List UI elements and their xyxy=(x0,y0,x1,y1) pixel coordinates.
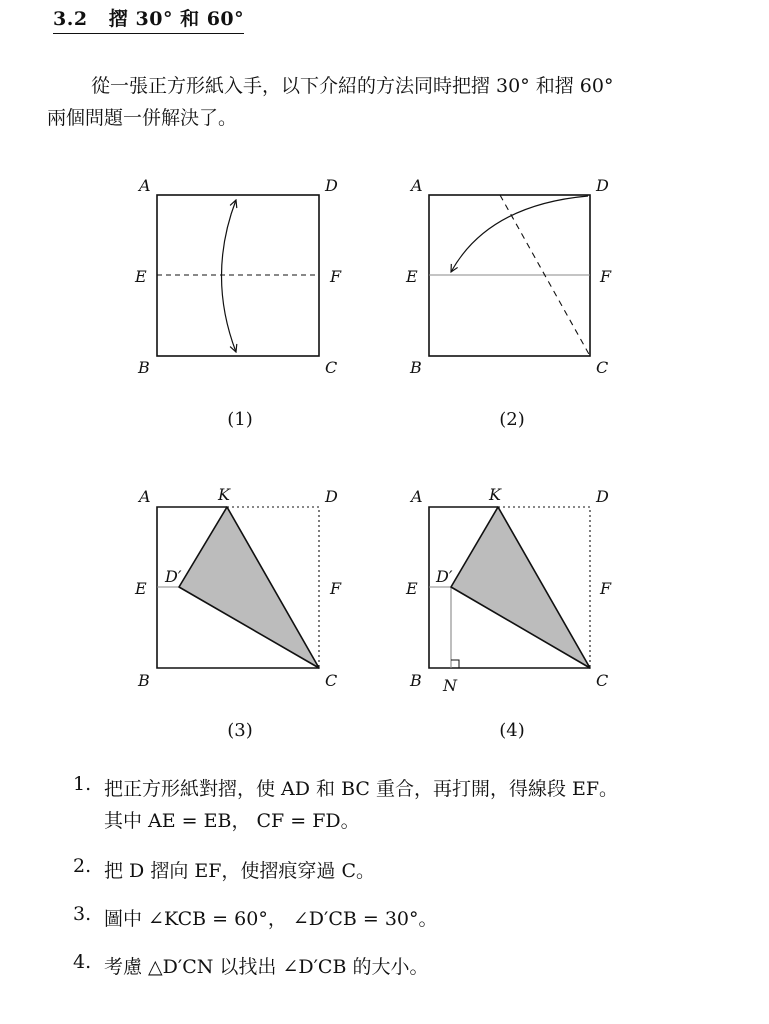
label-d: D xyxy=(596,487,609,506)
label-e: E xyxy=(135,267,147,286)
figure-2 xyxy=(405,176,612,430)
step-text: 考慮 △D′CN 以找出 ∠D′CB 的大小。 xyxy=(104,956,429,978)
label-n: N xyxy=(443,676,457,695)
label-d: D xyxy=(325,176,338,195)
figure-caption: (1) xyxy=(227,409,253,430)
label-f: F xyxy=(330,267,342,286)
label-k: K xyxy=(218,485,230,504)
section-title: 摺 30° 和 60° xyxy=(108,8,245,30)
figure-caption: (2) xyxy=(499,409,525,430)
section-number: 3.2 xyxy=(53,8,88,30)
fold-arrow xyxy=(451,196,588,272)
label-d-prime: D′ xyxy=(165,567,182,586)
right-angle-marker xyxy=(451,660,459,668)
label-c: C xyxy=(596,671,609,690)
label-a: A xyxy=(411,176,423,195)
step-item xyxy=(73,951,618,983)
step-number: 3. xyxy=(73,903,92,925)
label-f: F xyxy=(330,579,342,598)
step-number: 2. xyxy=(73,855,92,877)
label-b: B xyxy=(138,671,150,690)
step-number: 4. xyxy=(73,951,92,973)
label-k: K xyxy=(489,485,501,504)
figure-1 xyxy=(134,176,342,430)
folded-triangle xyxy=(451,507,590,668)
step-text: 把正方形紙對摺，使 AD 和 BC 重合，再打開，得線段 EF。 xyxy=(104,778,619,800)
step-text: 把 D 摺向 EF，使摺痕穿過 C。 xyxy=(104,860,375,882)
steps-list xyxy=(73,773,618,983)
label-a: A xyxy=(139,487,151,506)
label-f: F xyxy=(600,267,612,286)
step-item xyxy=(73,773,618,855)
label-a: A xyxy=(411,487,423,506)
intro-line-2: 兩個問題一併解決了。 xyxy=(47,107,238,129)
label-b: B xyxy=(410,671,422,690)
step-number: 1. xyxy=(73,773,92,795)
figure-caption: (4) xyxy=(499,720,525,741)
step-item xyxy=(73,903,618,951)
figure-4 xyxy=(405,485,612,741)
label-f: F xyxy=(600,579,612,598)
step-text: 圖中 ∠KCB = 60°， ∠D′CB = 30°。 xyxy=(104,908,438,930)
label-a: A xyxy=(139,176,151,195)
label-e: E xyxy=(406,267,418,286)
label-c: C xyxy=(325,358,338,377)
label-b: B xyxy=(138,358,150,377)
folded-triangle xyxy=(179,507,319,668)
label-d-prime: D′ xyxy=(436,567,453,586)
label-d: D xyxy=(325,487,338,506)
step-item xyxy=(73,855,618,903)
label-b: B xyxy=(410,358,422,377)
fold-arrow xyxy=(222,200,237,352)
intro-line-1: 從一張正方形紙入手，以下介紹的方法同時把摺 30° 和摺 60° xyxy=(91,75,614,97)
label-e: E xyxy=(406,579,418,598)
label-d: D xyxy=(596,176,609,195)
step-text-continued: 其中 AE = EB， CF = FD。 xyxy=(104,810,360,832)
figure-caption: (3) xyxy=(227,720,253,741)
figure-3 xyxy=(134,485,342,741)
label-c: C xyxy=(596,358,609,377)
label-e: E xyxy=(135,579,147,598)
label-c: C xyxy=(325,671,338,690)
